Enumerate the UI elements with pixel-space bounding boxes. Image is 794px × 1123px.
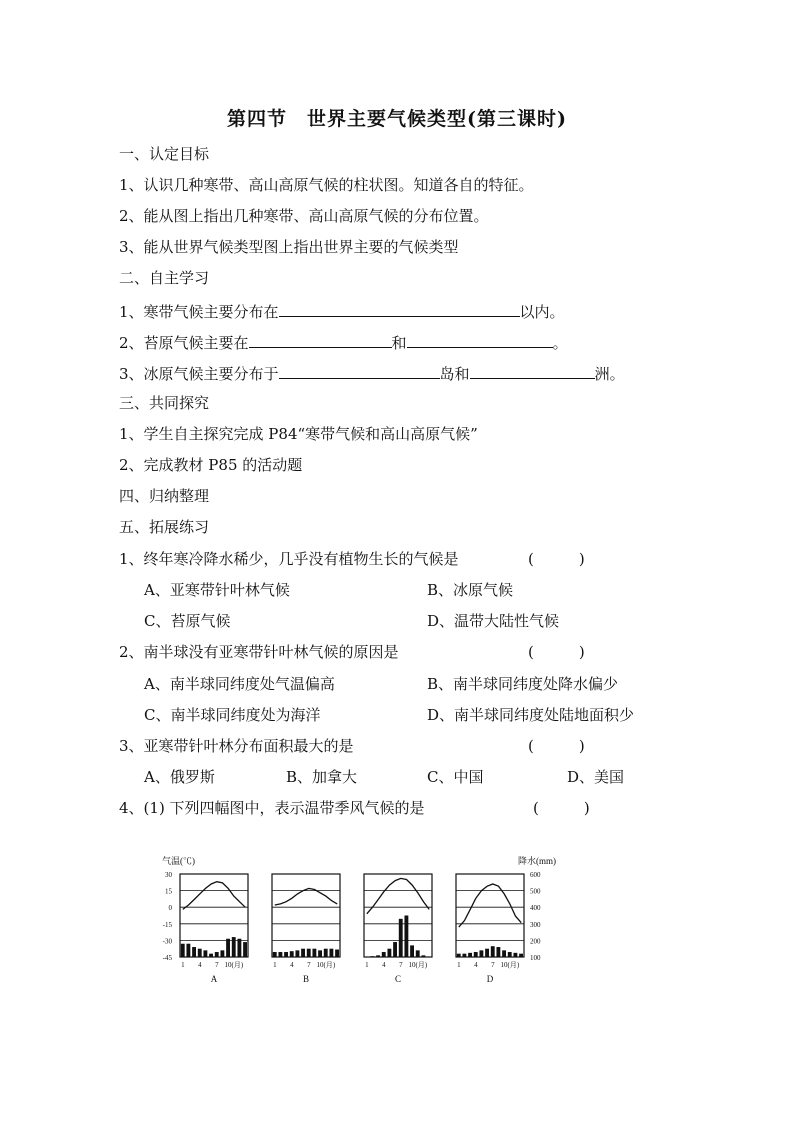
section-goals-heading: 一、认定目标 [119, 145, 210, 163]
q1-option-b[interactable]: B、冰原气候 [427, 581, 514, 599]
temperature-line [183, 882, 245, 910]
precipitation-bar [215, 952, 219, 957]
precipitation-bar [462, 954, 466, 957]
explore-item-2: 2、完成教材 P85 的活动题 [119, 456, 303, 474]
precipitation-bar [198, 949, 202, 957]
month-tick-label: 1 [457, 961, 461, 969]
q3-suffix: 洲。 [594, 365, 625, 383]
precipitation-bar [513, 953, 517, 957]
precipitation-bar [508, 952, 512, 957]
self-study-question-3 [119, 362, 625, 384]
q1-suffix: 以内。 [519, 303, 565, 321]
q2-option-b[interactable]: B、南半球同纬度处降水偏少 [427, 675, 619, 693]
precipitation-bar [324, 949, 328, 957]
precipitation-tick-label: 200 [530, 937, 541, 946]
month-tick-label: 4 [474, 961, 478, 969]
self-study-question-2 [119, 331, 568, 353]
precipitation-bar [243, 942, 247, 957]
chart-panel-label: D [486, 974, 494, 984]
answer-paren-1[interactable]: ( ) [528, 550, 585, 568]
month-tick-label: 1 [273, 961, 277, 969]
goal-item-1: 1、认识几种寒带、高山高原气候的柱状图。知道各自的特征。 [119, 176, 534, 194]
month-tick-label: 10(月) [316, 961, 336, 969]
fill-blank-3a[interactable] [279, 362, 440, 379]
precipitation-bar [376, 955, 380, 957]
month-tick-label: 10(月) [500, 961, 520, 969]
precipitation-bar [290, 951, 294, 957]
precipitation-bar [273, 952, 277, 957]
q3-option-c[interactable]: C、中国 [427, 768, 484, 786]
temperature-axis-label: 气温(℃) [162, 856, 195, 866]
q2-option-a[interactable]: A、南半球同纬度处气温偏高 [144, 675, 335, 693]
precipitation-bar [404, 916, 408, 958]
q2-prefix: 2、苔原气候主要在 [119, 334, 249, 352]
precipitation-bar [468, 953, 472, 957]
precipitation-bar [295, 950, 299, 957]
precipitation-bar [502, 950, 506, 957]
precipitation-bar [307, 949, 311, 957]
precipitation-bar [329, 949, 333, 957]
precipitation-bar [416, 950, 420, 957]
q3-middle: 岛和 [439, 365, 470, 383]
precipitation-bar [410, 945, 414, 957]
chart-panel-label: A [210, 974, 218, 984]
fill-blank-2a[interactable] [249, 331, 392, 348]
answer-paren-2[interactable]: ( ) [528, 643, 585, 661]
precipitation-bar [399, 919, 403, 957]
precipitation-tick-label: 300 [530, 920, 541, 929]
precipitation-tick-label: 500 [530, 887, 541, 896]
fill-blank-1[interactable] [279, 300, 520, 317]
precipitation-bar [370, 956, 374, 957]
precipitation-bar [485, 949, 489, 957]
q1-prefix: 1、寒带气候主要分布在 [119, 303, 279, 321]
month-tick-label: 7 [399, 961, 403, 969]
exercise-question-4: 4、(1) 下列四幅图中，表示温带季风气候的是 [119, 799, 425, 817]
precipitation-bar [474, 952, 478, 957]
exercise-question-2: 2、南半球没有亚寒带针叶林气候的原因是 [119, 643, 399, 661]
q3-option-d[interactable]: D、美国 [567, 768, 625, 786]
explore-item-1: 1、学生自主探究完成 P84“寒带气候和高山高原气候” [119, 425, 478, 443]
precipitation-bar [318, 950, 322, 957]
precipitation-bar [335, 950, 339, 957]
precipitation-bar [421, 955, 425, 957]
q1-option-c[interactable]: C、苔原气候 [144, 612, 231, 630]
section-exercise-heading: 五、拓展练习 [119, 518, 210, 536]
precipitation-bar [278, 952, 282, 957]
fill-blank-3b[interactable] [470, 362, 595, 379]
q3-option-b[interactable]: B、加拿大 [286, 768, 358, 786]
precipitation-bar [491, 946, 495, 957]
temperature-tick-label: -30 [162, 937, 172, 946]
page-title: 第四节 世界主要气候类型(第三课时) [227, 108, 567, 130]
goal-item-3: 3、能从世界气候类型图上指出世界主要的气候类型 [119, 238, 459, 256]
temperature-tick-label: 15 [165, 887, 172, 896]
climate-charts-svg [160, 852, 560, 992]
month-tick-label: 1 [365, 961, 369, 969]
q2-suffix: 。 [552, 334, 568, 352]
precipitation-bar [496, 947, 500, 957]
precipitation-bar [203, 950, 207, 957]
month-tick-label: 4 [382, 961, 386, 969]
precipitation-bar [237, 939, 241, 957]
q2-option-d[interactable]: D、南半球同纬度处陆地面积少 [427, 706, 635, 724]
temperature-tick-label: -15 [162, 920, 172, 929]
precipitation-bar [519, 954, 523, 957]
precipitation-bar [181, 944, 185, 957]
precipitation-bar [284, 952, 288, 957]
precipitation-bar [192, 947, 196, 957]
month-tick-label: 7 [491, 961, 495, 969]
section-self-study-heading: 二、自主学习 [119, 269, 210, 287]
precipitation-bar [232, 937, 236, 957]
answer-paren-3[interactable]: ( ) [528, 737, 585, 755]
precipitation-bar [209, 954, 213, 957]
month-tick-label: 10(月) [408, 961, 428, 969]
precipitation-tick-label: 400 [530, 904, 541, 913]
month-tick-label: 10(月) [224, 961, 244, 969]
self-study-question-1 [119, 300, 565, 322]
precipitation-bar [226, 939, 230, 957]
chart-panel-frame [456, 874, 524, 957]
temperature-tick-label: 0 [168, 904, 172, 913]
temperature-tick-label: 30 [165, 871, 172, 879]
precipitation-bar [301, 949, 305, 957]
precipitation-bar [387, 949, 391, 957]
temperature-tick-label: -45 [162, 954, 172, 962]
exercise-question-1: 1、终年寒冷降水稀少，几乎没有植物生长的气候是 [119, 550, 459, 568]
q1-option-d[interactable]: D、温带大陆性气候 [427, 612, 560, 630]
q1-option-a[interactable]: A、亚寒带针叶林气候 [144, 581, 290, 599]
q3-option-a[interactable]: A、俄罗斯 [144, 768, 215, 786]
precipitation-bar [382, 952, 386, 957]
month-tick-label: 7 [307, 961, 311, 969]
chart-panel-frame [364, 874, 432, 957]
section-explore-heading: 三、共同探究 [119, 394, 210, 412]
precipitation-axis-label: 降水(mm) [518, 856, 556, 866]
climate-charts-figure [160, 852, 560, 992]
precipitation-bar [220, 950, 224, 957]
precipitation-bar [393, 942, 397, 957]
month-tick-label: 1 [181, 961, 185, 969]
month-tick-label: 4 [290, 961, 294, 969]
exercise-question-3: 3、亚寒带针叶林分布面积最大的是 [119, 737, 354, 755]
goal-item-2: 2、能从图上指出几种寒带、高山高原气候的分布位置。 [119, 207, 489, 225]
answer-paren-4[interactable]: ( ) [533, 799, 590, 817]
precipitation-tick-label: 100 [530, 954, 541, 962]
chart-panel-label: B [302, 974, 310, 984]
precipitation-bar [186, 944, 190, 957]
chart-panel-label: C [394, 974, 402, 984]
month-tick-label: 4 [198, 961, 202, 969]
q2-middle: 和 [391, 334, 407, 352]
precipitation-bar [457, 954, 461, 957]
fill-blank-2b[interactable] [407, 331, 553, 348]
month-tick-label: 7 [215, 961, 219, 969]
precipitation-bar [312, 949, 316, 957]
section-summary-heading: 四、归纳整理 [119, 487, 210, 505]
q3-prefix: 3、冰原气候主要分布于 [119, 365, 279, 383]
precipitation-bar [479, 950, 483, 957]
chart-panel-frame [272, 874, 340, 957]
q2-option-c[interactable]: C、南半球同纬度处为海洋 [144, 706, 321, 724]
precipitation-tick-label: 600 [530, 871, 541, 879]
temperature-line [367, 878, 429, 913]
